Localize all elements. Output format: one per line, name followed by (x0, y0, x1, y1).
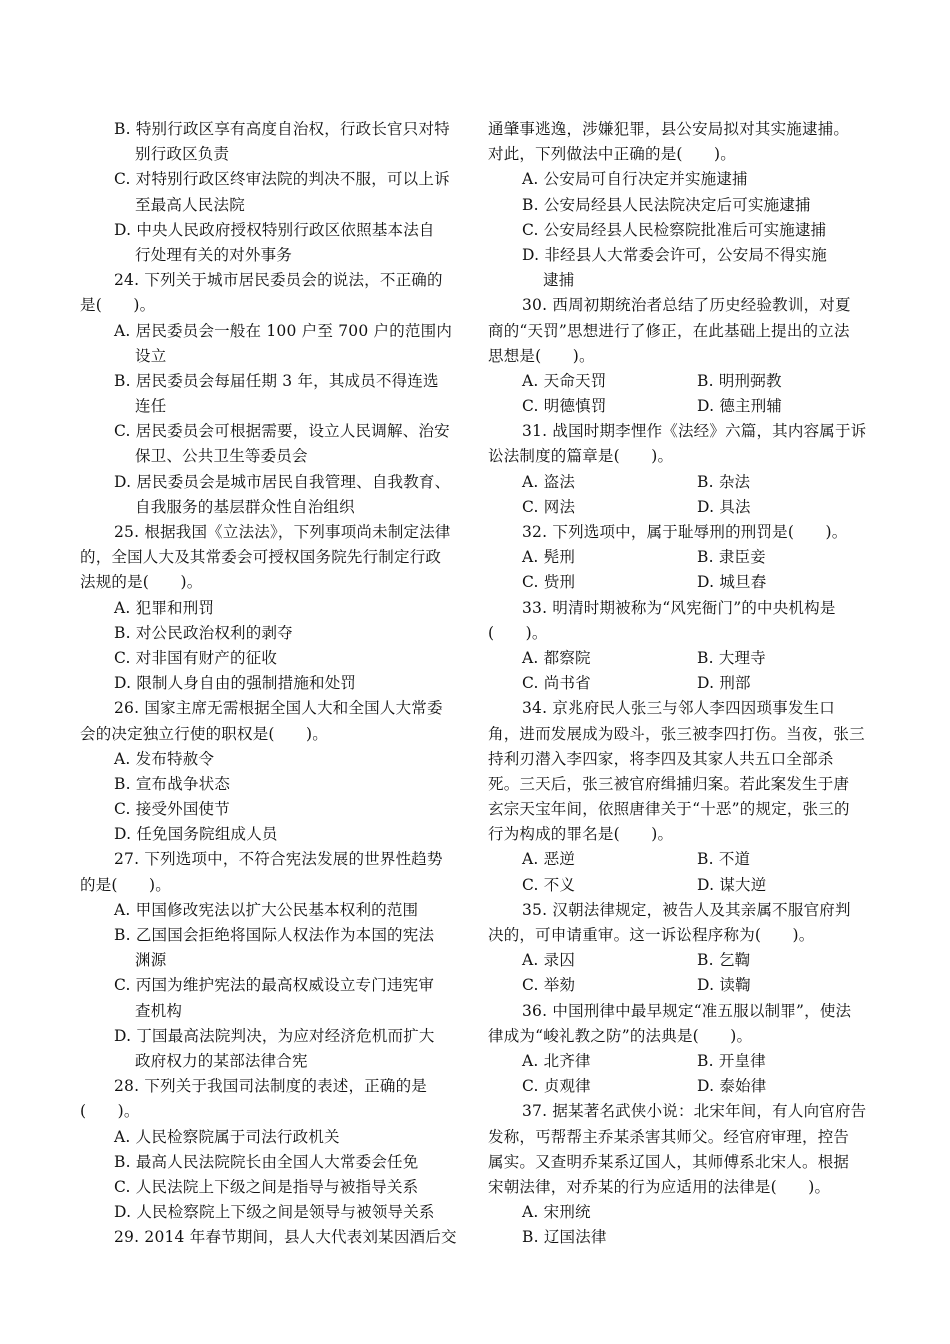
q26-option-a: A. 发布特赦令 (114, 749, 215, 768)
q29-option-c: C. 公安局经县人民检察院批准后可实施逮捕 (522, 220, 827, 239)
q32-options-row (488, 570, 866, 595)
q24-option-a-cont: 设立 (135, 346, 167, 365)
q23-option-c-cont: 至最高人民法院 (135, 195, 245, 214)
q37-stem-cont: 发称，丐帮帮主乔某杀害其师父。经官府审理，控告 (488, 1127, 850, 1146)
q33-options-row (488, 671, 866, 696)
q34-options-row (488, 873, 866, 898)
q33-stem: 33. 明清时期被称为“风宪衙门”的中央机构是 (522, 598, 836, 617)
q35-option-d: D. 读鞫 (697, 976, 751, 995)
q34-stem-cont: 玄宗天宝年间，依照唐律关于“十恶”的规定，张三的 (488, 800, 850, 819)
q30-option-b: B. 明刑弼教 (697, 371, 782, 390)
q27-option-d-cont: 政府权力的某部法律合宪 (135, 1051, 308, 1070)
q27-option-c-cont: 查机构 (135, 1001, 183, 1020)
q25-stem: 25. 根据我国《立法法》，下列事项尚未制定法律 (114, 523, 451, 541)
q33-option-b: B. 大理寺 (697, 648, 766, 667)
q30-option-c: C. 明德慎罚 (522, 397, 607, 416)
q26-option-b: B. 宣布战争状态 (114, 774, 231, 793)
q34-options-row (488, 847, 866, 872)
q30-option-a: A. 天命天罚 (522, 371, 607, 390)
q36-option-a: A. 北齐律 (522, 1051, 591, 1070)
q28-option-b: B. 最高人民法院院长由全国人大常委会任免 (114, 1152, 419, 1171)
q34-option-d: D. 谋大逆 (697, 875, 767, 894)
q33-option-a: A. 都察院 (522, 648, 591, 667)
q29-option-d-cont: 逮捕 (543, 271, 575, 290)
q33-options-row (488, 646, 866, 671)
q30-stem-cont: 商的“天罚”思想进行了修正，在此基础上提出的立法 (488, 321, 850, 340)
q26-option-c: C. 接受外国使节 (114, 800, 230, 819)
q35-option-a: A. 录囚 (522, 951, 576, 970)
q27-option-a: A. 甲国修改宪法以扩大公民基本权利的范围 (114, 900, 419, 919)
q32-option-a: A. 髡刑 (522, 548, 576, 567)
q24-option-d: D. 居民委员会是城市居民自我管理、自我教育、 (114, 472, 451, 491)
q27-option-d: D. 丁国最高法院判决，为应对经济危机而扩大 (114, 1026, 435, 1045)
q24-option-c-cont: 保卫、公共卫生等委员会 (135, 447, 308, 466)
q29-stem-head: 29. 2014 年春节期间，县人大代表刘某因酒后交 (114, 1228, 457, 1247)
q36-stem: 36. 中国刑律中最早规定“准五服以制罪”，使法 (522, 1001, 852, 1020)
q27-stem: 27. 下列选项中，不符合宪法发展的世界性趋势 (114, 850, 443, 869)
q37-option-a: A. 宋刑统 (522, 1203, 591, 1222)
q29-option-a: A. 公安局可自行决定并实施逮捕 (522, 170, 748, 189)
q25-stem-cont: 的，全国人大及其常委会可授权国务院先行制定行政 (80, 548, 442, 567)
q31-options-row (488, 470, 866, 495)
q30-stem: 30. 西周初期统治者总结了历史经验教训，对夏 (522, 296, 851, 315)
q24-stem-cont: 是( )。 (80, 296, 156, 315)
q23-option-c: C. 对特别行政区终审法院的判决不服，可以上诉 (114, 170, 450, 189)
q37-stem: 37. 据某著名武侠小说：北宋年间，有人向官府告 (522, 1102, 867, 1121)
q31-options-row (488, 495, 866, 520)
q28-stem-cont: ( )。 (80, 1102, 140, 1121)
q27-option-b-cont: 渊源 (135, 951, 167, 970)
q35-stem-cont: 决的，可申请重审。这一诉讼程序称为( )。 (488, 926, 815, 944)
q33-option-d: D. 刑部 (697, 674, 751, 693)
q37-stem-cont: 属实。又查明乔某系辽国人，其师傅系北宋人。根据 (488, 1152, 850, 1171)
q34-stem-cont: 行为构成的罪名是( )。 (488, 825, 674, 844)
q24-option-b-cont: 连任 (135, 397, 167, 416)
q34-option-b: B. 不道 (697, 850, 751, 869)
q32-option-b: B. 隶臣妾 (697, 548, 766, 567)
q23-option-d-cont: 行处理有关的对外事务 (135, 245, 293, 264)
q36-option-c: C. 贞观律 (522, 1077, 591, 1096)
q26-option-d: D. 任免国务院组成人员 (114, 825, 278, 844)
q35-options-row (488, 948, 866, 973)
q36-options-row (488, 1049, 866, 1074)
q31-stem: 31. 战国时期李悝作《法经》六篇，其内容属于诉 (522, 422, 867, 441)
q29-stem: 通肇事逃逸，涉嫌犯罪，县公安局拟对其实施逮捕。 (488, 120, 850, 138)
q32-stem: 32. 下列选项中，属于耻辱刑的刑罚是( )。 (522, 523, 848, 541)
q26-stem: 26. 国家主席无需根据全国人大和全国人大常委 (114, 699, 443, 718)
q34-stem-cont: 角，进而发展成为殴斗，张三被李四打伤。当夜，张三 (488, 724, 865, 743)
q34-option-a: A. 恶逆 (522, 850, 576, 869)
q23-option-d: D. 中央人民政府授权特别行政区依照基本法自 (114, 220, 435, 239)
q33-stem-cont: ( )。 (488, 623, 548, 642)
q23-option-b-cont: 别行政区负责 (135, 145, 230, 164)
q31-option-a: A. 盗法 (522, 472, 576, 491)
q29-stem-cont: 对此，下列做法中正确的是( )。 (488, 145, 736, 164)
q30-options-row (488, 369, 866, 394)
q26-stem-cont: 会的决定独立行使的职权是( )。 (80, 724, 328, 743)
q31-option-c: C. 网法 (522, 497, 576, 516)
q34-option-c: C. 不义 (522, 875, 576, 894)
q29-option-b: B. 公安局经县人民法院决定后可实施逮捕 (522, 195, 811, 214)
q24-option-c: C. 居民委员会可根据需要，设立人民调解、治安 (114, 422, 450, 441)
q28-option-d: D. 人民检察院上下级之间是领导与被领导关系 (114, 1203, 435, 1222)
q31-stem-cont: 讼法制度的篇章是( )。 (488, 447, 674, 466)
q32-option-c: C. 赀刑 (522, 573, 576, 592)
q28-stem: 28. 下列关于我国司法制度的表述，正确的是 (114, 1077, 427, 1096)
q25-option-b: B. 对公民政治权利的剥夺 (114, 623, 293, 642)
q28-option-a: A. 人民检察院属于司法行政机关 (114, 1127, 340, 1146)
q36-option-b: B. 开皇律 (697, 1051, 766, 1070)
q37-option-b: B. 辽国法律 (522, 1228, 607, 1247)
q24-option-b: B. 居民委员会每届任期 3 年，其成员不得连选 (114, 371, 439, 390)
q36-options-row (488, 1074, 866, 1099)
q30-option-d: D. 德主刑辅 (697, 397, 783, 416)
left-column (80, 117, 458, 1250)
q28-option-c: C. 人民法院上下级之间是指导与被指导关系 (114, 1177, 419, 1196)
q31-option-d: D. 具法 (697, 497, 751, 516)
q31-option-b: B. 杂法 (697, 472, 751, 491)
q27-option-b: B. 乙国国会拒绝将国际人权法作为本国的宪法 (114, 926, 435, 944)
q30-options-row (488, 394, 866, 419)
q32-option-d: D. 城旦舂 (697, 573, 767, 592)
q27-stem-cont: 的是( )。 (80, 875, 171, 894)
q32-options-row (488, 545, 866, 570)
q34-stem-cont: 死。三天后，张三被官府缉捕归案。若此案发生于唐 (488, 774, 850, 793)
q35-options-row (488, 973, 866, 998)
q29-option-d: D. 非经县人大常委会许可，公安局不得实施 (522, 245, 827, 264)
q34-stem: 34. 京兆府民人张三与邻人李四因琐事发生口 (522, 699, 835, 718)
q25-option-c: C. 对非国有财产的征收 (114, 648, 278, 667)
q37-stem-cont: 宋朝法律，对乔某的行为应适用的法律是( )。 (488, 1177, 831, 1196)
q25-option-a: A. 犯罪和刑罚 (114, 598, 215, 617)
q24-stem: 24. 下列关于城市居民委员会的说法，不正确的 (114, 271, 443, 290)
q27-option-c: C. 丙国为维护宪法的最高权威设立专门违宪审 (114, 976, 435, 995)
q36-stem-cont: 律成为“峻礼教之防”的法典是( )。 (488, 1026, 753, 1045)
q33-option-c: C. 尚书省 (522, 674, 591, 693)
q24-option-a: A. 居民委员会一般在 100 户至 700 户的范围内 (114, 321, 453, 340)
q25-stem-cont: 法规的是( )。 (80, 573, 203, 592)
q25-option-d: D. 限制人身自由的强制措施和处罚 (114, 674, 357, 693)
right-column (488, 117, 866, 1250)
q36-option-d: D. 泰始律 (697, 1077, 767, 1096)
q35-stem: 35. 汉朝法律规定，被告人及其亲属不服官府判 (522, 900, 851, 919)
q34-stem-cont: 持利刃潜入李四家，将李四及其家人共五口全部杀 (488, 749, 834, 768)
q35-option-b: B. 乞鞫 (697, 951, 751, 970)
q24-option-d-cont: 自我服务的基层群众性自治组织 (135, 497, 355, 516)
q30-stem-cont: 思想是( )。 (488, 346, 595, 365)
q23-option-b: B. 特别行政区享有高度自治权，行政长官只对特 (114, 120, 450, 138)
q35-option-c: C. 举劾 (522, 976, 576, 995)
